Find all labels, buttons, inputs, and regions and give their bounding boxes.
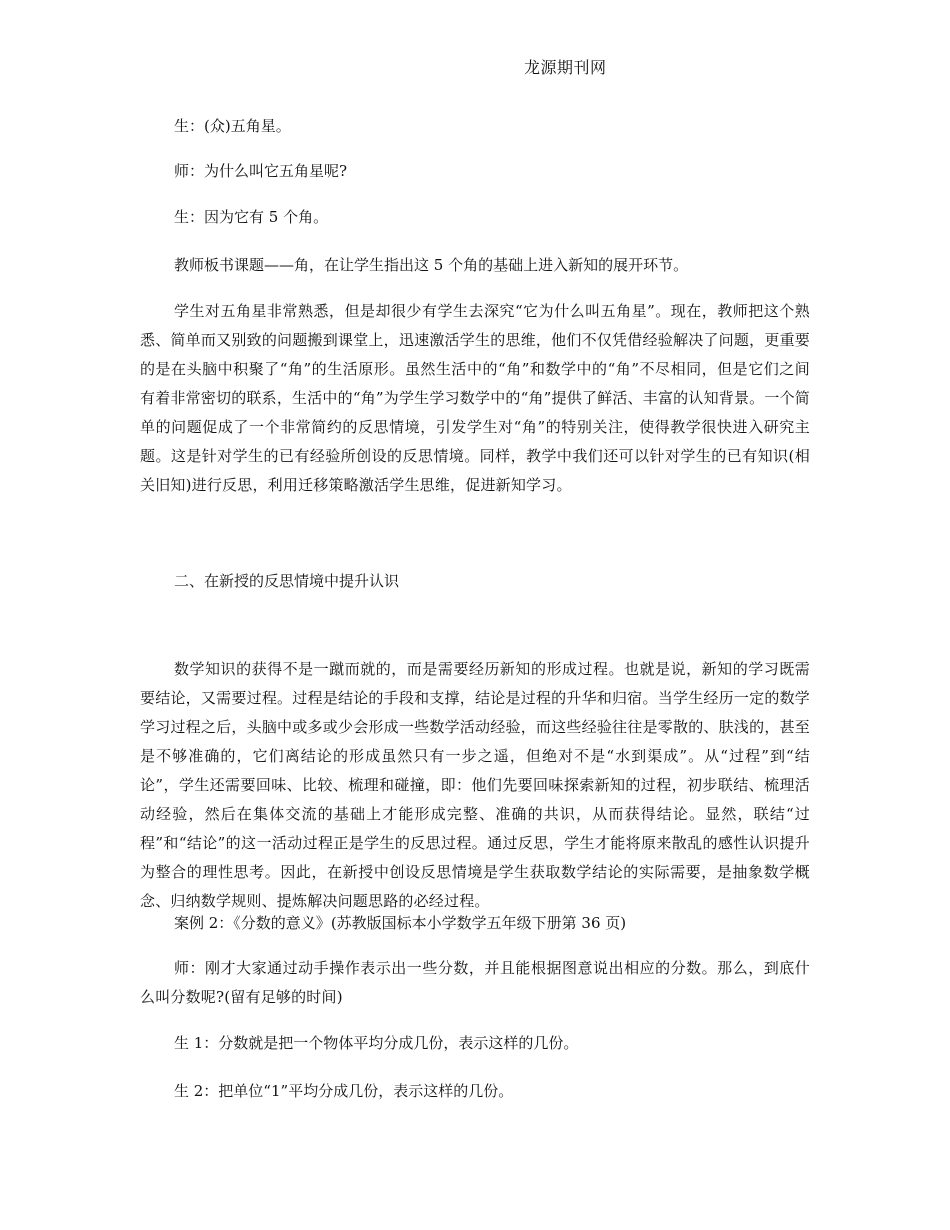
dialogue-line: 生：(众)五角星。 — [174, 117, 291, 135]
dialogue-paragraph: 师：刚才大家通过动手操作表示出一些分数，并且能根据图意说出相应的分数。那么，到底什么叫分数呢?(留有足够的时间) — [140, 959, 810, 1006]
site-header: 龙源期刊网 — [524, 58, 607, 77]
dialogue-line: 生 2：把单位“1”平均分成几份，表示这样的几份。 — [174, 1082, 514, 1100]
narration-line: 教师板书课题——角，在让学生指出这 5 个角的基础上进入新知的展开环节。 — [174, 256, 689, 274]
dialogue-line: 生：因为它有 5 个角。 — [174, 208, 329, 226]
dialogue-line: 生 1：分数就是把一个物体平均分成几份，表示这样的几份。 — [174, 1034, 579, 1052]
analysis-paragraph: 学生对五角星非常熟悉，但是却很少有学生去深究“它为什么叫五角星”。现在，教师把这个熟悉、简单而又别致的问题搬到课堂上，迅速激活学生的思维，他们不仅凭借经验解决了问题，更重要的是在头脑中积聚了“角”的生活原形。虽然生活中的“角”和数学中的“角”不尽相同，但是它们之间有着非常密切的联系，生活中的“角”为学生学习数学中的“角”提供了鲜活、丰富的认知背景。一个简单的问题促成了一个非常简约的反思情境，引发学生对“角”的特别关注，使得教学很快进入研究主题。这是针对学生的已有经验所创设的反思情境。同样，教学中我们还可以针对学生的已有知识(相关旧知)进行反思，利用迁移策略激活学生思维，促进新知学习。 — [140, 302, 810, 494]
section-paragraph: 数学知识的获得不是一蹴而就的，而是需要经历新知的形成过程。也就是说，新知的学习既需要结论，又需要过程。过程是结论的手段和支撑，结论是过程的升华和归宿。当学生经历一定的数学学习过程之后，头脑中或多或少会形成一些数学活动经验，而这些经验往往是零散的、肤浅的，甚至是不够准确的，它们离结论的形成虽然只有一步之遥，但绝对不是“水到渠成”。从“过程”到“结论”，学生还需要回味、比较、梳理和碰撞，即：他们先要回味探索新知的过程，初步联结、梳理活动经验，然后在集体交流的基础上才能形成完整、准确的共识，从而获得结论。显然，联结“过程”和“结论”的这一活动过程正是学生的反思过程。通过反思，学生才能将原来散乱的感性认识提升为整合的理性思考。因此，在新授中创设反思情境是学生获取数学结论的实际需要，是抽象数学概念、归纳数学规则、提炼解决问题思路的必经过程。 — [140, 660, 810, 910]
section-heading: 二、在新授的反思情境中提升认识 — [174, 572, 400, 590]
case-title: 案例 2：《分数的意义》(苏教版国标本小学数学五年级下册第 36 页) — [174, 914, 627, 932]
dialogue-line: 师：为什么叫它五角星呢? — [174, 162, 348, 180]
